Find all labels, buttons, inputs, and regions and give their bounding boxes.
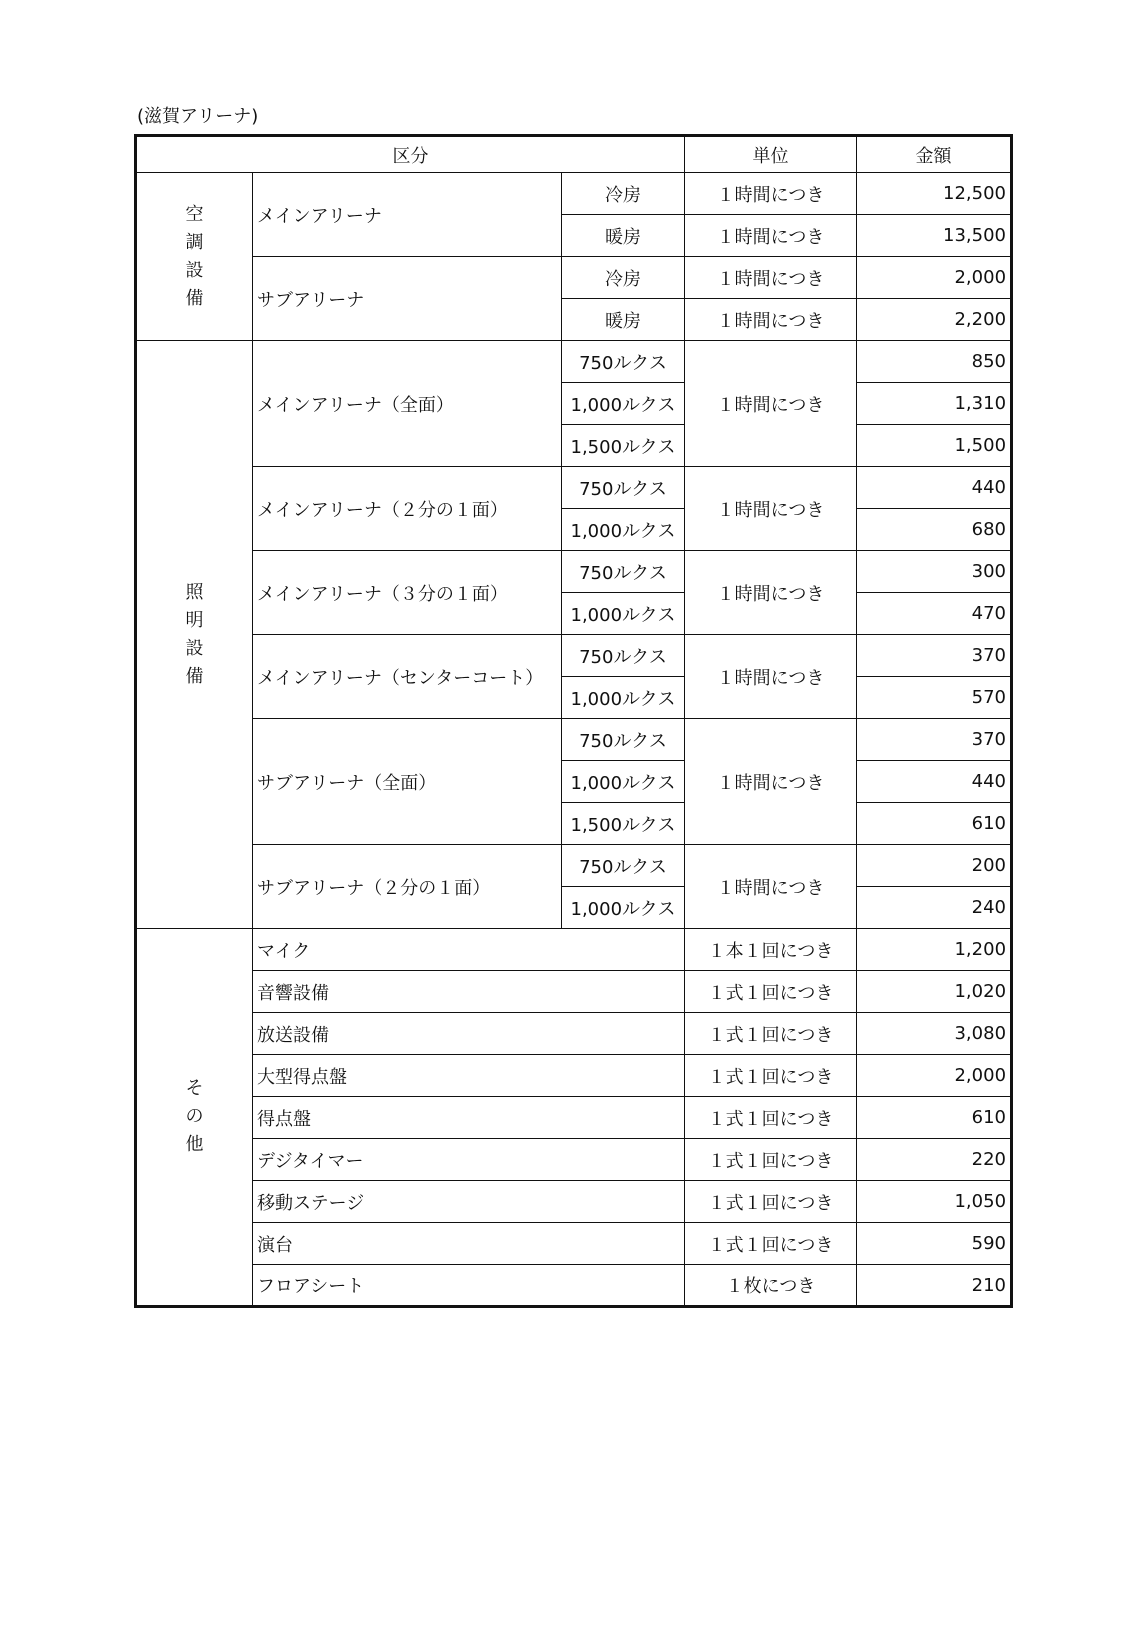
amount-value: 370 — [857, 719, 1012, 761]
facility-name: メインアリーナ — [253, 173, 562, 257]
lux-label: 1,000ルクス — [562, 887, 685, 929]
amount-value: 220 — [857, 1139, 1012, 1181]
equipment-name: 大型得点盤 — [253, 1055, 685, 1097]
amount-value: 1,310 — [857, 383, 1012, 425]
unit-label: １式１回につき — [685, 1055, 857, 1097]
amount-value: 1,020 — [857, 971, 1012, 1013]
table-row — [136, 635, 1012, 677]
table-row — [136, 1223, 1012, 1265]
unit-label: １時間につき — [685, 719, 857, 845]
amount-value: 1,200 — [857, 929, 1012, 971]
amount-value: 1,050 — [857, 1181, 1012, 1223]
equipment-name: 移動ステージ — [253, 1181, 685, 1223]
unit-label: １式１回につき — [685, 1181, 857, 1223]
table-row — [136, 1139, 1012, 1181]
unit-label: １式１回につき — [685, 1223, 857, 1265]
lux-label: 1,000ルクス — [562, 761, 685, 803]
equipment-name: フロアシート — [253, 1265, 685, 1307]
table-row — [136, 719, 1012, 761]
unit-label: １本１回につき — [685, 929, 857, 971]
mode-label: 暖房 — [562, 215, 685, 257]
amount-value: 240 — [857, 887, 1012, 929]
equipment-name: 音響設備 — [253, 971, 685, 1013]
table-row — [136, 929, 1012, 971]
amount-value: 2,000 — [857, 1055, 1012, 1097]
mode-label: 暖房 — [562, 299, 685, 341]
lux-label: 750ルクス — [562, 635, 685, 677]
amount-value: 200 — [857, 845, 1012, 887]
table-row — [136, 467, 1012, 509]
category-lighting — [136, 341, 253, 929]
facility-name: メインアリーナ（センターコート） — [253, 635, 562, 719]
unit-label: １時間につき — [685, 173, 857, 215]
lux-label: 1,500ルクス — [562, 803, 685, 845]
table-row — [136, 1055, 1012, 1097]
amount-value: 13,500 — [857, 215, 1012, 257]
header-category: 区分 — [136, 136, 685, 173]
unit-label: １時間につき — [685, 257, 857, 299]
equipment-name: 演台 — [253, 1223, 685, 1265]
lux-label: 750ルクス — [562, 719, 685, 761]
facility-name: サブアリーナ（２分の１面） — [253, 845, 562, 929]
unit-label: １枚につき — [685, 1265, 857, 1307]
table-row — [136, 341, 1012, 383]
unit-label: １時間につき — [685, 467, 857, 551]
amount-value: 370 — [857, 635, 1012, 677]
lux-label: 1,000ルクス — [562, 509, 685, 551]
table-row — [136, 971, 1012, 1013]
equipment-name: 放送設備 — [253, 1013, 685, 1055]
lux-label: 1,000ルクス — [562, 593, 685, 635]
unit-label: １時間につき — [685, 635, 857, 719]
table-row — [136, 845, 1012, 887]
fee-table-body — [136, 136, 1012, 1307]
equipment-name: デジタイマー — [253, 1139, 685, 1181]
amount-value: 680 — [857, 509, 1012, 551]
category-aircon-label: 空 調 設 備 — [185, 203, 204, 309]
facility-name: サブアリーナ — [253, 257, 562, 341]
table-row — [136, 1181, 1012, 1223]
document-caption: (滋賀アリーナ) — [137, 106, 259, 127]
amount-value: 610 — [857, 803, 1012, 845]
lux-label: 1,000ルクス — [562, 677, 685, 719]
category-lighting-label: 照 明 設 備 — [185, 581, 204, 687]
lux-label: 1,000ルクス — [562, 383, 685, 425]
amount-value: 470 — [857, 593, 1012, 635]
unit-label: １時間につき — [685, 215, 857, 257]
header-row — [136, 136, 1012, 173]
amount-value: 440 — [857, 761, 1012, 803]
category-other — [136, 929, 253, 1307]
lux-label: 1,500ルクス — [562, 425, 685, 467]
amount-value: 300 — [857, 551, 1012, 593]
category-aircon — [136, 173, 253, 341]
amount-value: 2,200 — [857, 299, 1012, 341]
amount-value: 3,080 — [857, 1013, 1012, 1055]
unit-label: １式１回につき — [685, 1013, 857, 1055]
header-unit: 単位 — [685, 136, 857, 173]
unit-label: １式１回につき — [685, 1139, 857, 1181]
unit-label: １時間につき — [685, 551, 857, 635]
amount-value: 570 — [857, 677, 1012, 719]
table-row — [136, 1265, 1012, 1307]
amount-value: 610 — [857, 1097, 1012, 1139]
amount-value: 12,500 — [857, 173, 1012, 215]
lux-label: 750ルクス — [562, 467, 685, 509]
table-row — [136, 173, 1012, 215]
amount-value: 1,500 — [857, 425, 1012, 467]
header-amount: 金額 — [857, 136, 1012, 173]
lux-label: 750ルクス — [562, 551, 685, 593]
facility-name: サブアリーナ（全面） — [253, 719, 562, 845]
amount-value: 590 — [857, 1223, 1012, 1265]
unit-label: １時間につき — [685, 299, 857, 341]
amount-value: 2,000 — [857, 257, 1012, 299]
equipment-name: マイク — [253, 929, 685, 971]
mode-label: 冷房 — [562, 173, 685, 215]
unit-label: １時間につき — [685, 341, 857, 467]
table-row — [136, 257, 1012, 299]
table-row — [136, 1097, 1012, 1139]
unit-label: １時間につき — [685, 845, 857, 929]
category-other-label: そ の 他 — [185, 1078, 204, 1155]
unit-label: １式１回につき — [685, 971, 857, 1013]
amount-value: 850 — [857, 341, 1012, 383]
table-row — [136, 1013, 1012, 1055]
facility-name: メインアリーナ（全面） — [253, 341, 562, 467]
mode-label: 冷房 — [562, 257, 685, 299]
unit-label: １式１回につき — [685, 1097, 857, 1139]
facility-name: メインアリーナ（３分の１面） — [253, 551, 562, 635]
amount-value: 210 — [857, 1265, 1012, 1307]
facility-name: メインアリーナ（２分の１面） — [253, 467, 562, 551]
table-row — [136, 551, 1012, 593]
lux-label: 750ルクス — [562, 845, 685, 887]
fee-table — [134, 134, 1013, 1308]
equipment-name: 得点盤 — [253, 1097, 685, 1139]
amount-value: 440 — [857, 467, 1012, 509]
lux-label: 750ルクス — [562, 341, 685, 383]
